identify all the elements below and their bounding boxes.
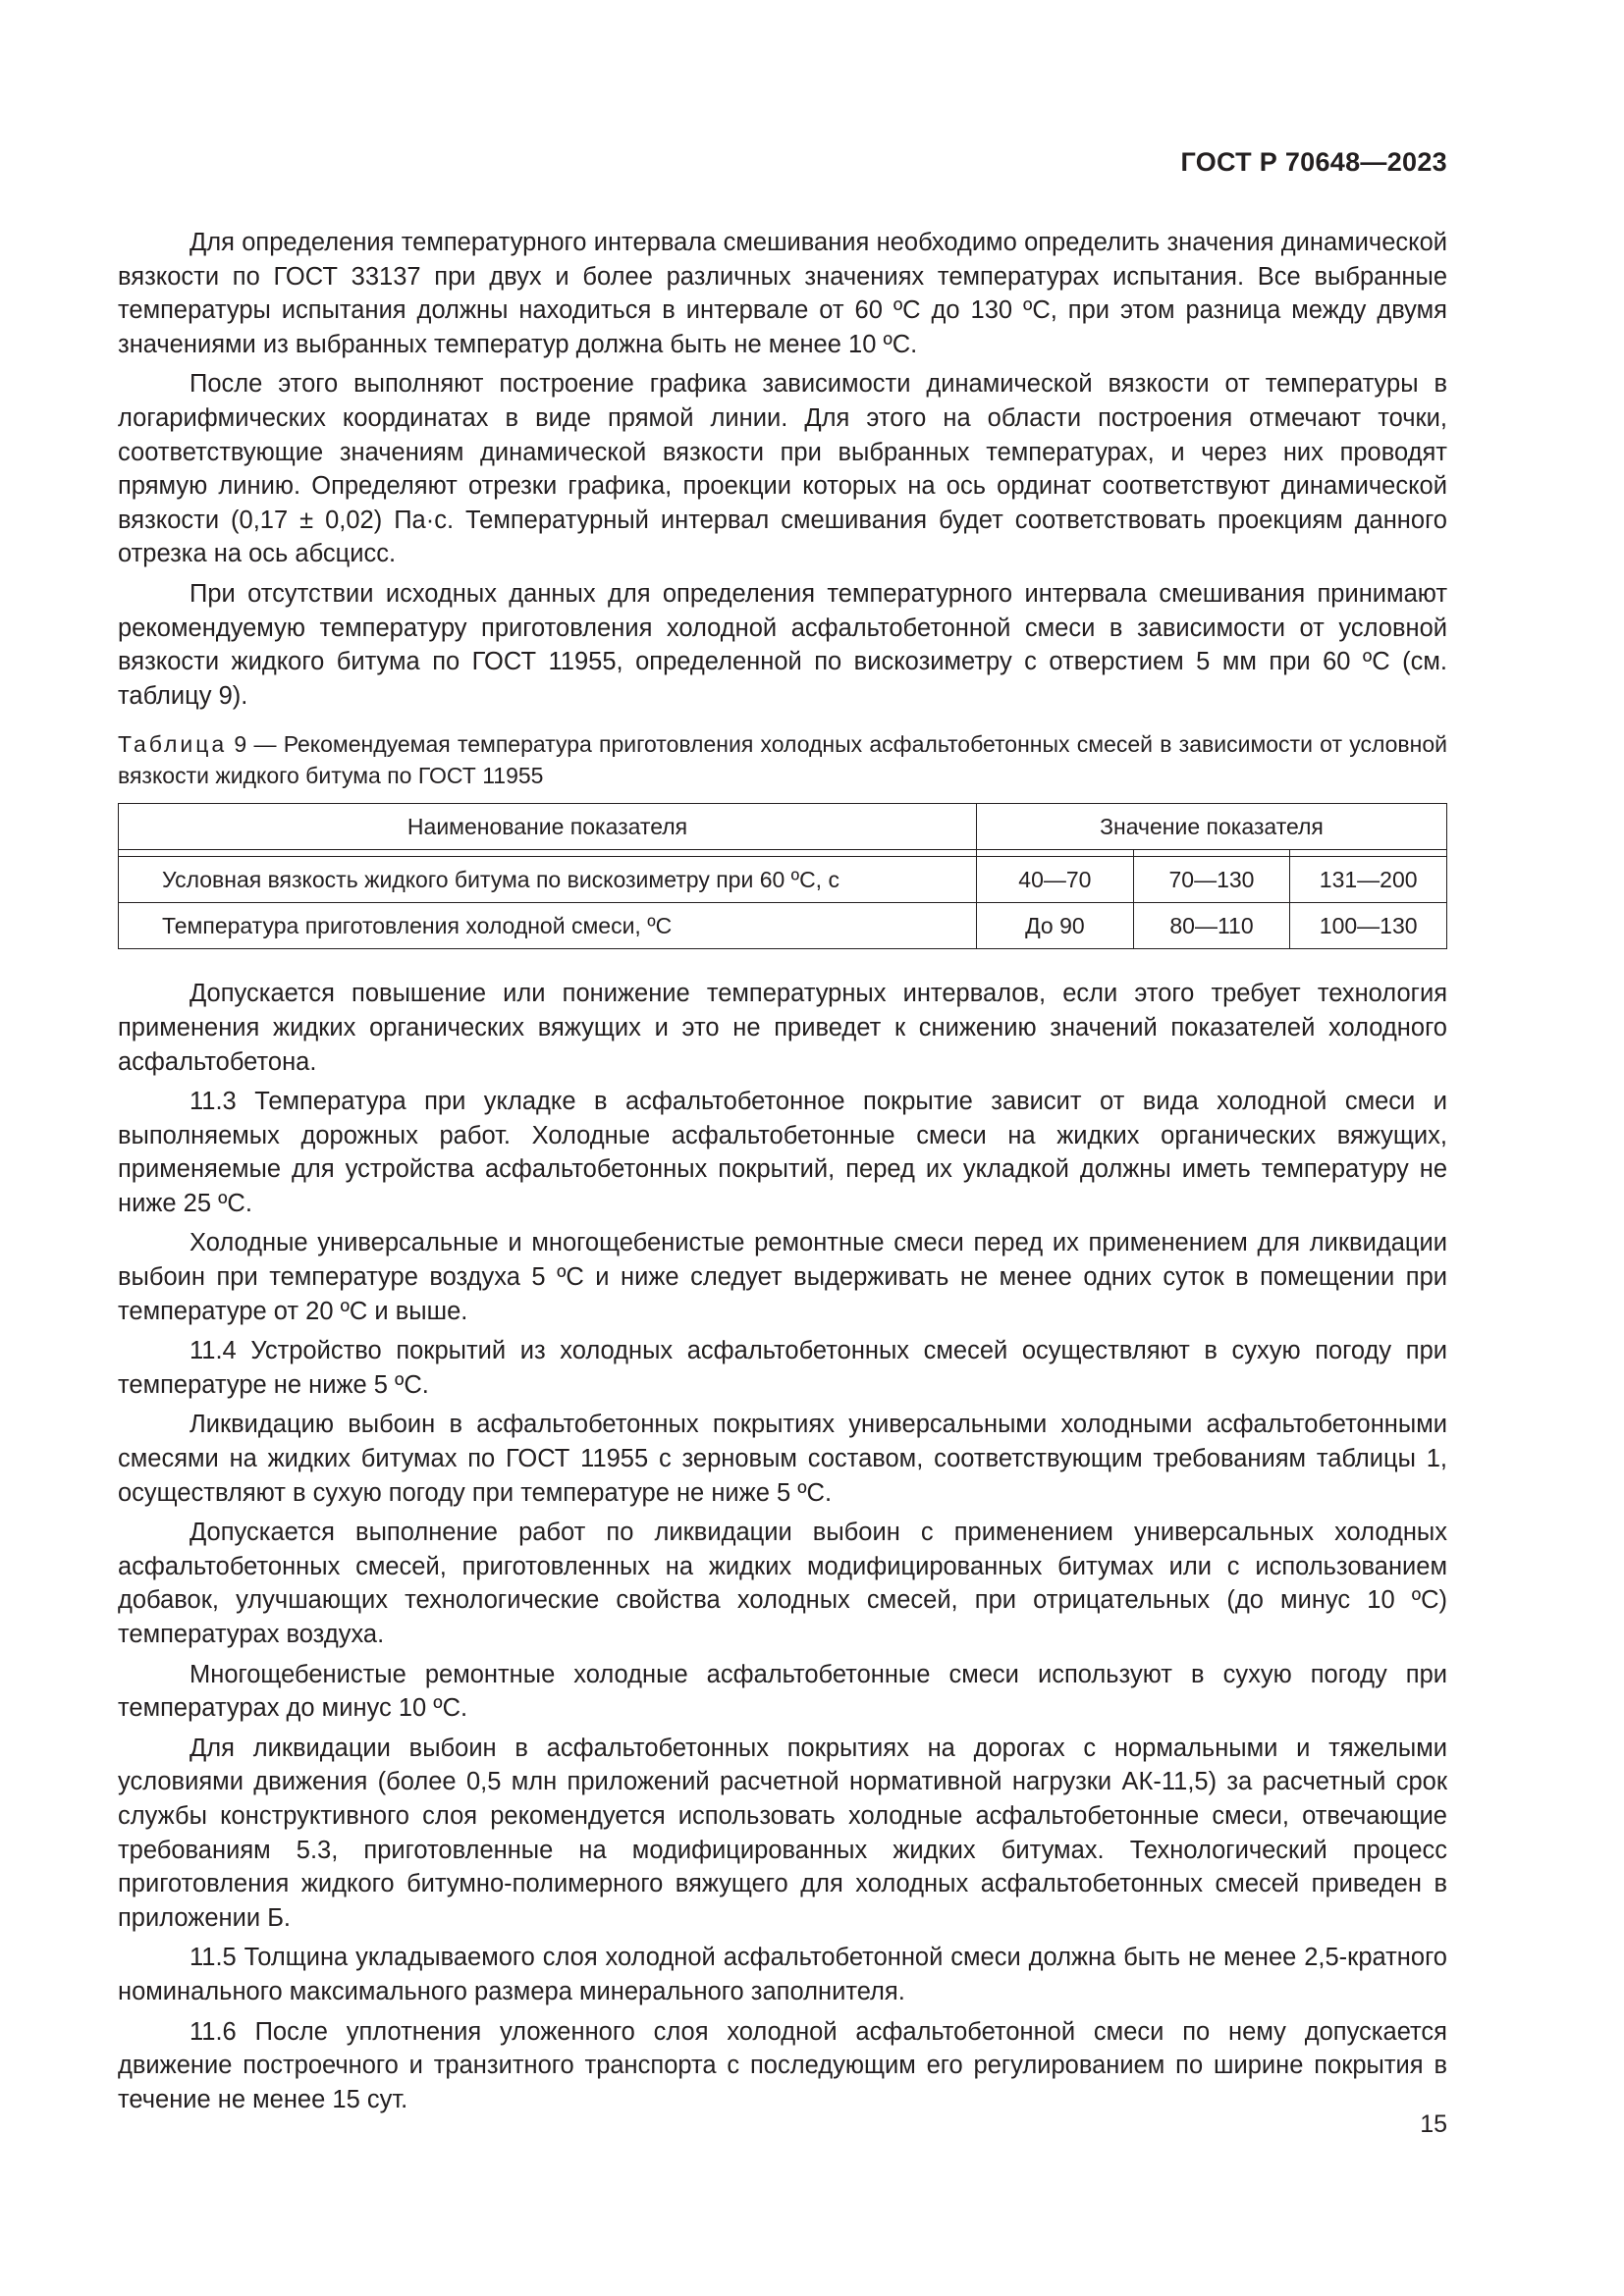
table-header-value: Значение показателя (977, 804, 1447, 850)
table-row (119, 857, 1447, 903)
paragraph: Допускается выполнение работ по ликвидации выбоин с применением универсальных холодных асфальтобетонных смесей, приготовленных на жидких модифицированных битумах или с использованием добавок, улучшающих технологические свойства холодных смесей, при отрицательных (до минус 10 ºС) температурах воздуха. (118, 1519, 1447, 1648)
table-header-spacer (977, 850, 1134, 857)
paragraph: 11.6 После уплотнения уложенного слоя холодной асфальтобетонной смеси по нему допускается движение построечного и транзитного транспорта с последующим его регулированием по ширине покрытия в течение не менее 15 сут. (118, 2017, 1447, 2113)
paragraph: 11.5 Толщина укладываемого слоя холодной асфальтобетонной смеси должна быть не менее 2,5-кратного номинального максимального размера минерального заполнителя. (118, 1944, 1447, 2005)
paragraph: Многощебенистые ремонтные холодные асфальтобетонные смеси используют в сухую погоду при температурах до минус 10 ºС. (118, 1660, 1447, 1723)
table-cell: 70—130 (1133, 857, 1290, 903)
table-caption (118, 728, 1447, 791)
paragraph: Допускается повышение или понижение температурных интервалов, если этого требует технология применения жидких органических вяжущих и это не приведет к снижению значений показателей холодного асфальтобетона. (118, 980, 1447, 1076)
table-cell: 100—130 (1290, 903, 1447, 949)
table-cell: 131—200 (1290, 857, 1447, 903)
table-cell: 80—110 (1133, 903, 1290, 949)
table-9 (118, 803, 1447, 949)
paragraph: 11.3 Температура при укладке в асфальтобетонное покрытие зависит от вида холодной смеси и выполняемых дорожных работ. Холодные асфальтобетонные смеси на жидких органических вяжущих, применяемые для устройства асфальтобетонных покрытий, перед их укладкой должны иметь температуру не ниже 25 ºС. (118, 1088, 1447, 1217)
table-row-name: Условная вязкость жидкого битума по вискозиметру при 60 ºС, с (119, 857, 977, 903)
table-header-spacer (119, 850, 977, 857)
table-header-name: Наименование показателя (119, 804, 977, 850)
paragraph: При отсутствии исходных данных для определения температурного интервала смешивания принимают рекомендуемую температуру приготовления холодной асфальтобетонной смеси в зависимости от условной вязкости жидкого битума по ГОСТ 11955, определенной по вискозиметру с отверстием 5 мм при 60 ºС (см. таблицу 9). (118, 579, 1447, 710)
paragraph: Для ликвидации выбоин в асфальтобетонных покрытиях на дорогах с нормальными и тяжелыми условиями движения (более 0,5 млн приложений расчетной нормативной нагрузки АК-11,5) за расчетный срок службы конструктивного слоя рекомендуется использовать холодные асфальтобетонные смеси, отвечающие требованиям 5.3, приготовленные на модифицированных жидких битумах. Технологический процесс приготовления жидкого битумно-полимерного вяжущего для холодных асфальтобетонных смесей приведен в приложении Б. (118, 1734, 1447, 1932)
page-body (118, 226, 1447, 2122)
paragraph: После этого выполняют построение графика зависимости динамической вязкости от температуры в логарифмических координатах в виде прямой линии. Для этого на области построения отмечают точки, соответствующие значениям динамической вязкости при выбранных температурах, и через них проводят прямую линию. Определяют отрезки графика, проекции которых на ось ординат соответствуют динамической вязкости (0,17 ± 0,02) Па·с. Температурный интервал смешивания будет соответствовать проекциям данного отрезка на ось абсцисс. (118, 370, 1447, 568)
table-cell: 40—70 (977, 857, 1134, 903)
paragraph: Ликвидацию выбоин в асфальтобетонных покрытиях универсальными холодными асфальтобетонными смесями на жидких битумах по ГОСТ 11955 с зерновым составом, соответствующим требованиям таблицы 1, осуществляют в сухую погоду при температуре не ниже 5 ºС. (118, 1411, 1447, 1507)
document-header-gost-id: ГОСТ Р 70648—2023 (1180, 147, 1447, 177)
page-number: 15 (1420, 2110, 1447, 2138)
table-row-name: Температура приготовления холодной смеси, ºС (119, 903, 977, 949)
table-row (119, 903, 1447, 949)
table-header-spacer (1133, 850, 1290, 857)
paragraph: Холодные универсальные и многощебенистые ремонтные смеси перед их применением для ликвидации выбоин при температуре воздуха 5 ºС и ниже следует выдерживать не менее одних суток в помещении при температуре от 20 ºС и выше. (118, 1229, 1447, 1325)
table-caption-label: Таблица (118, 731, 228, 758)
table-header-spacer (1290, 850, 1447, 857)
paragraph: Для определения температурного интервала смешивания необходимо определить значения динамической вязкости по ГОСТ 33137 при двух и более различных значениях температурах испытания. Все выбранные температуры испытания должны находиться в интервале от 60 ºС до 130 ºС, при этом разница между двумя значениями из выбранных температур должна быть не менее 10 ºС. (118, 229, 1447, 358)
paragraph: 11.4 Устройство покрытий из холодных асфальтобетонных смесей осуществляют в сухую погоду при температуре не ниже 5 ºС. (118, 1337, 1447, 1399)
table-cell: До 90 (977, 903, 1134, 949)
table-caption-text: 9 — Рекомендуемая температура приготовления холодных асфальтобетонных смесей в зависимости от условной вязкости жидкого битума по ГОСТ 11955 (118, 731, 1447, 789)
